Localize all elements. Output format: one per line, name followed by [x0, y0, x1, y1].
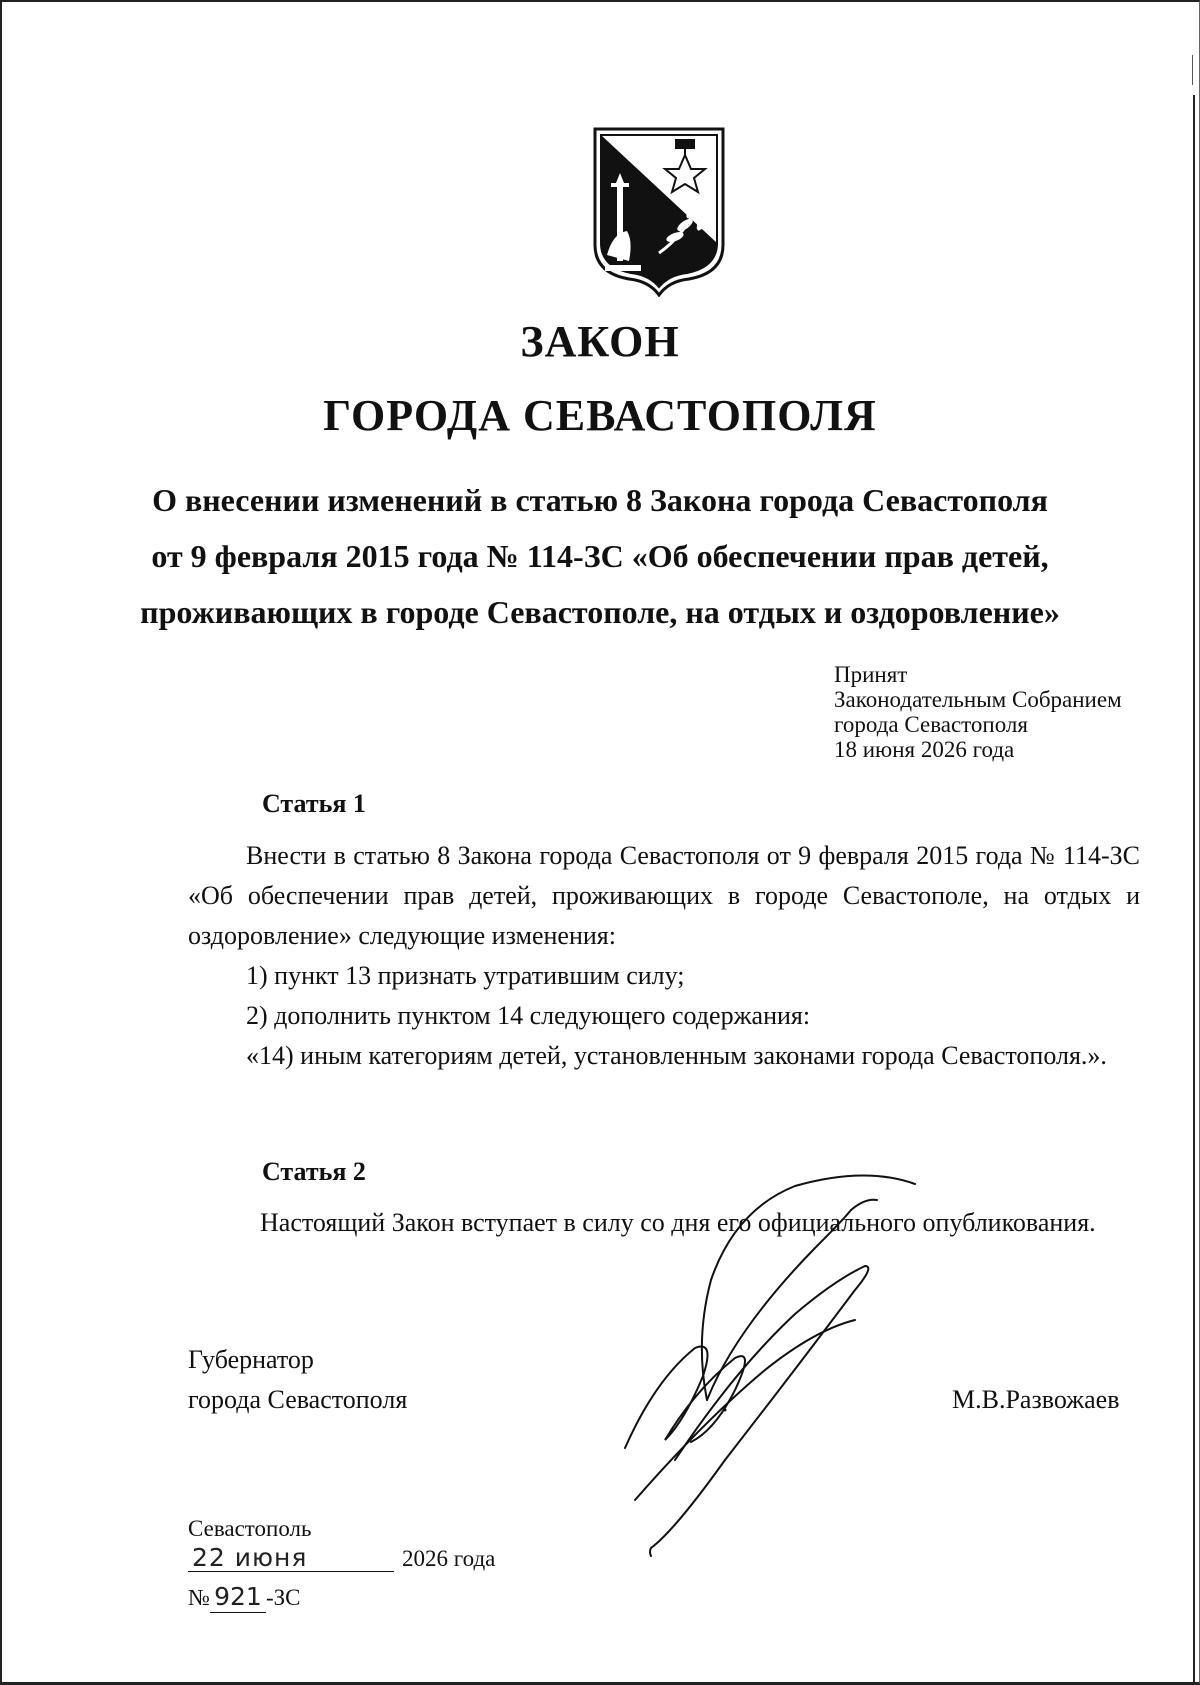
- signer-position-line: Губернатор: [188, 1345, 314, 1374]
- date-year: 2026 года: [402, 1546, 496, 1571]
- document-title: ЗАКОН: [520, 317, 680, 366]
- adoption-line: Законодательным Собранием: [834, 687, 1122, 712]
- law-number: [188, 1582, 300, 1613]
- adoption-date: 18 июня 2026 года: [834, 737, 1015, 762]
- document-issuer: ГОРОДА СЕВАСТОПОЛЯ: [323, 391, 877, 440]
- number-suffix: -ЗС: [265, 1585, 301, 1610]
- article-1-heading: Статья 1: [262, 789, 366, 818]
- signer-position-line: города Севастополя: [188, 1385, 408, 1414]
- handwritten-date: 22 июня: [188, 1545, 394, 1572]
- article-2-heading: Статья 2: [262, 1157, 366, 1186]
- article-1-item-1: 1) пункт 13 признать утратившим силу;: [246, 961, 685, 990]
- number-sign: №: [188, 1585, 210, 1610]
- adoption-line: города Севастополя: [834, 712, 1028, 737]
- law-subject-line: проживающих в городе Севастополе, на отдых и оздоровление»: [140, 594, 1060, 630]
- scan-mark: [1192, 55, 1193, 85]
- article-1-item-2: 2) дополнить пунктом 14 следующего содержания:: [246, 1001, 811, 1030]
- sevastopol-coat-of-arms-icon: [589, 125, 729, 297]
- law-subject-line: от 9 февраля 2015 года № 114-ЗС «Об обеспечении прав детей,: [151, 538, 1049, 574]
- law-subject-line: О внесении изменений в статью 8 Закона города Севастополя: [152, 482, 1048, 518]
- handwritten-signature: [615, 1170, 945, 1562]
- signing-place: Севастополь: [188, 1516, 312, 1541]
- signing-date: [188, 1545, 495, 1579]
- signer-name: М.В.Развожаев: [952, 1385, 1120, 1414]
- adoption-line: Принят: [834, 662, 908, 687]
- handwritten-number: 921: [210, 1582, 266, 1613]
- adoption-block: [834, 662, 1174, 762]
- article-1-intro: Внести в статью 8 Закона города Севастополя от 9 февраля 2015 года № 114-ЗС «Об обеспечении прав детей, проживающих в городе Севастополе, на отдых и оздоровление» следующие изменения:: [188, 841, 1140, 950]
- article-1-quote: «14) иным категориям детей, установленным законами города Севастополя.».: [246, 1041, 1107, 1070]
- signer-position: [188, 1340, 407, 1420]
- law-subject: [130, 472, 1070, 640]
- article-2-text: Настоящий Закон вступает в силу со дня его официального опубликования.: [260, 1208, 1096, 1237]
